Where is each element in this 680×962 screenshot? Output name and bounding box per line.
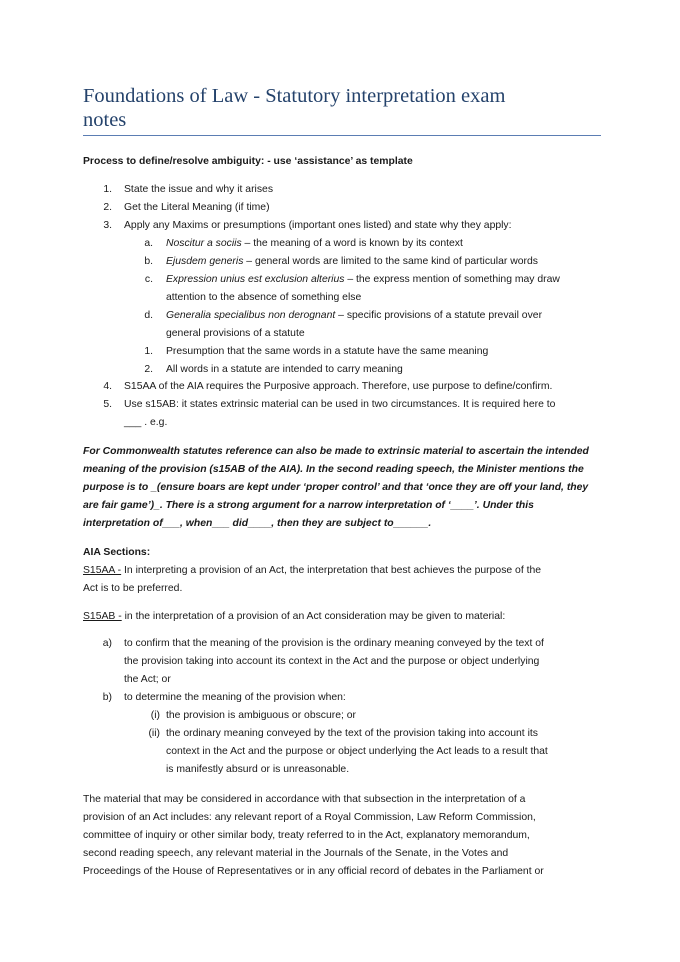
sub-item-ii-line: the ordinary meaning conveyed by the text of the provision taking into account its — [166, 728, 538, 739]
step-text: Apply any Maxims or presumptions (important ones listed) and state why they apply: — [124, 220, 512, 231]
title-line-1: Foundations of Law - Statutory interpretation exam — [83, 85, 506, 107]
italic-paragraph-line: For Commonwealth statutes reference can also be made to extrinsic material to ascertain the intended — [83, 446, 589, 457]
s15aa-text: In interpreting a provision of an Act, the interpretation that best achieves the purpose of the — [121, 565, 542, 576]
maxim-text: – general words are limited to the same kind of particular words — [243, 256, 538, 267]
maxim-letter: c. — [144, 274, 153, 285]
s15aa-label: S15AA - — [83, 565, 122, 576]
maxim-term: Generalia specialibus non derognant — [166, 310, 336, 321]
title-line-2: notes — [83, 109, 127, 131]
maxim-letter: b. — [144, 256, 153, 267]
s15ab-label: S15AB - — [83, 611, 122, 622]
step-number: 2. — [103, 202, 112, 213]
maxim-text: – the express mention of something may draw — [344, 274, 560, 285]
step-text: Use s15AB: it states extrinsic material can be used in two circumstances. It is required here to — [124, 399, 556, 410]
maxim-line — [166, 273, 560, 287]
final-paragraph-line: second reading speech, any relevant material in the Journals of the Senate, in the Votes and — [83, 848, 509, 859]
item-b-line: to determine the meaning of the provision when: — [124, 692, 346, 703]
maxim-line — [166, 255, 538, 269]
s15ab-text: in the interpretation of a provision of an Act consideration may be given to material: — [121, 611, 506, 622]
final-paragraph-line: Proceedings of the House of Representatives or in any official record of debates in the Parliament or — [83, 866, 544, 877]
item-letter: b) — [102, 692, 112, 703]
step-number: 5. — [103, 399, 112, 410]
sub-item-number: (i) — [150, 710, 160, 721]
maxim-continuation: general provisions of a statute — [166, 328, 305, 339]
step-text: S15AA of the AIA requires the Purposive approach. Therefore, use purpose to define/confirm. — [124, 381, 553, 392]
maxim-text: – the meaning of a word is known by its context — [241, 238, 463, 249]
title-underline — [83, 135, 601, 136]
aia-heading: AIA Sections: — [83, 547, 151, 558]
step-number: 1. — [103, 184, 112, 195]
maxim-continuation: attention to the absence of something else — [166, 292, 362, 303]
presumption-text: Presumption that the same words in a statute have the same meaning — [166, 346, 489, 357]
italic-paragraph-line: interpretation of___, when___ did____, then they are subject to______. — [83, 518, 432, 529]
final-paragraph-line: provision of an Act includes: any relevant report of a Royal Commission, Law Reform Commission, — [83, 812, 536, 823]
presumption-number: 1. — [144, 346, 153, 357]
italic-paragraph-line: purpose is to _(ensure boars are kept under ‘proper control’ and that ‘once they are off your land, they — [83, 482, 589, 493]
sub-item-ii-line: context in the Act and the purpose or object underlying the Act leads to a result that — [166, 746, 548, 757]
step-number: 4. — [103, 381, 112, 392]
maxim-letter: a. — [144, 238, 153, 249]
item-a-line: the provision taking into account its context in the Act and the purpose or object underlying — [124, 656, 540, 667]
maxim-letter: d. — [144, 310, 153, 321]
sub-item-i: the provision is ambiguous or obscure; or — [166, 710, 357, 721]
maxim-term: Ejusdem generis — [166, 256, 244, 267]
maxim-line — [166, 237, 463, 251]
process-heading: Process to define/resolve ambiguity: - use ‘assistance’ as template — [83, 156, 413, 167]
sub-item-ii-line: is manifestly absurd or is unreasonable. — [166, 764, 350, 775]
presumption-number: 2. — [144, 364, 153, 375]
s15aa-continuation: Act is to be preferred. — [83, 583, 183, 594]
step-text: Get the Literal Meaning (if time) — [124, 202, 270, 213]
maxim-text: – specific provisions of a statute prevail over — [335, 310, 543, 321]
document-title — [83, 84, 603, 132]
step-continuation: ___ . e.g. — [124, 417, 168, 428]
sub-item-number: (ii) — [148, 728, 160, 739]
maxim-line — [166, 309, 542, 323]
s15ab-line — [83, 610, 505, 624]
item-letter: a) — [102, 638, 112, 649]
italic-paragraph-line: are fair game’)_. There is a strong argument for a narrow interpretation of ‘____’. Under this — [83, 500, 534, 511]
final-paragraph-line: The material that may be considered in accordance with that subsection in the interpretation of a — [83, 794, 526, 805]
s15aa-line — [83, 564, 541, 578]
step-number: 3. — [103, 220, 112, 231]
item-a-line: the Act; or — [124, 674, 171, 685]
item-a-line: to confirm that the meaning of the provision is the ordinary meaning conveyed by the text of — [124, 638, 544, 649]
italic-paragraph-line: meaning of the provision (s15AB of the AIA). In the second reading speech, the Minister mentions the — [83, 464, 584, 475]
presumption-text: All words in a statute are intended to carry meaning — [166, 364, 403, 375]
final-paragraph-line: committee of inquiry or other similar body, treaty referred to in the Act, explanatory memorandum, — [83, 830, 530, 841]
step-text: State the issue and why it arises — [124, 184, 274, 195]
maxim-term: Expression unius est exclusion alterius — [166, 274, 345, 285]
maxim-term: Noscitur a sociis — [166, 238, 242, 249]
